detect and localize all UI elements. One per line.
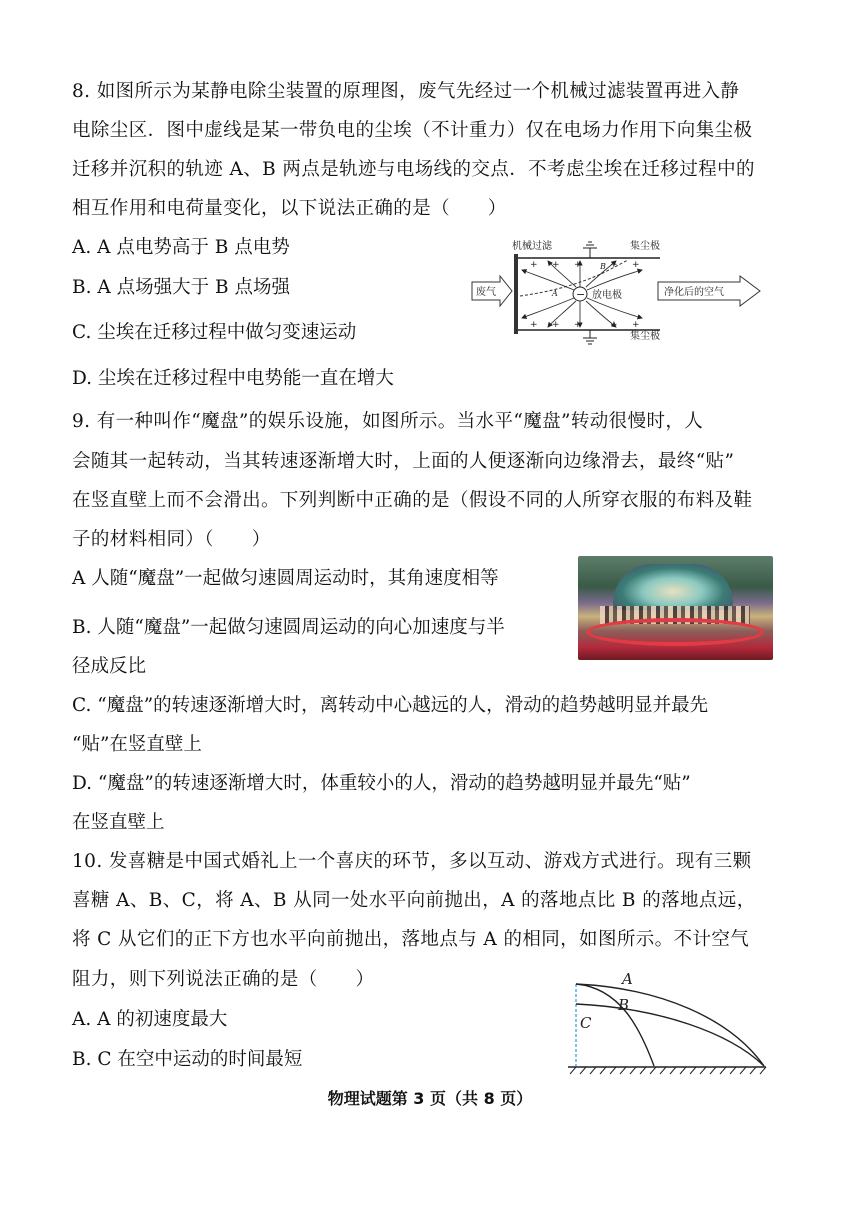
q8-line-4: 相互作用和电荷量变化，以下说法正确的是（ ） [72,198,507,219]
filter-plate [514,254,518,334]
filter-label: 机械过滤 [512,241,552,252]
ground-bottom-icon [583,330,597,344]
svg-text:+: + [574,320,582,330]
q10-line-4: 阻力，则下列说法正确的是（ ） [72,969,375,990]
q8-option-c: C. 尘埃在迁移过程中做匀变速运动 [72,322,357,343]
collector-top-label: 集尘极 [630,241,660,252]
minus-sign: − [576,288,586,301]
svg-text:+: + [552,320,560,330]
svg-text:+: + [610,320,618,330]
precipitator-diagram [470,236,770,346]
photo-rail [586,618,764,646]
ground-hatch [570,1067,766,1074]
q8-line-1: 8. 如图所示为某静电除尘装置的原理图，废气先经过一个机械过滤装置再进入静 [72,81,740,102]
outlet-label: 净化后的空气 [664,287,724,298]
q9-line-3: 在竖直壁上而不会滑出。下列判断中正确的是（假设不同的人所穿衣服的布料及鞋 [72,490,753,511]
q10-option-b: B. C 在空中运动的时间最短 [72,1049,303,1070]
svg-text:+: + [552,260,560,270]
q10-line-1: 10. 发喜糖是中国式婚礼上一个喜庆的环节，多以互动、游戏方式进行。现有三颗 [72,851,752,872]
q9-option-c: C. “魔盘”的转速逐渐增大时，离转动中心越远的人，滑动的趋势越明显并最先 [72,695,709,716]
q8-line-2: 电除尘区．图中虚线是某一带负电的尘埃（不计重力）仅在电场力作用下向集尘极 [72,120,753,141]
q9-option-c-cont: “贴”在竖直壁上 [72,734,202,755]
collector-bottom-label: 集尘极 [630,331,660,342]
q10-option-a: A. A 的初速度最大 [72,1009,228,1030]
q9-option-d-cont: 在竖直壁上 [72,812,165,833]
label-c: C [580,1014,592,1032]
q9-line-4: 子的材料相同）（ ） [72,529,271,550]
q9-line-1: 9. 有一种叫作“魔盘”的娱乐设施，如图所示。当水平“魔盘”转动很慢时，人 [72,411,704,432]
point-b-label: B [600,262,606,271]
q9-option-a: A 人随“魔盘”一起做匀速圆周运动时，其角速度相等 [72,568,499,589]
svg-text:+: + [530,260,538,270]
svg-text:+: + [610,260,618,270]
discharge-label: 放电极 [592,290,622,301]
inlet-label: 废气 [476,287,496,298]
ground-top-icon [583,242,597,258]
svg-text:+: + [574,260,582,270]
trajectory-a [576,984,764,1066]
q8-option-d: D. 尘埃在迁移过程中电势能一直在增大 [72,368,394,389]
svg-text:+: + [632,320,640,330]
projectile-diagram [560,968,772,1080]
q9-option-b-cont: 径成反比 [72,656,147,677]
q9-option-b: B. 人随“魔盘”一起做匀速圆周运动的向心加速度与半 [72,617,505,638]
magic-disc-photo [578,556,773,660]
q9-line-2: 会随其一起转动，当其转速逐渐增大时，上面的人便逐渐向边缘滑去，最终“贴” [72,451,735,472]
q8-line-3: 迁移并沉积的轨迹 A、B 两点是轨迹与电场线的交点．不考虑尘埃在迁移过程中的 [72,159,755,180]
q9-option-d: D. “魔盘”的转速逐渐增大时，体重较小的人，滑动的趋势越明显并最先“贴” [72,773,691,794]
point-a-label: A [552,289,558,298]
trajectory-c [576,1004,764,1066]
label-a: A [622,970,633,988]
q10-line-2: 喜糖 A、B、C，将 A、B 从同一处水平向前抛出，A 的落地点比 B 的落地点远， [72,890,756,911]
svg-text:+: + [632,260,640,270]
q10-line-3: 将 C 从它们的正下方也水平向前抛出，落地点与 A 的相同，如图所示。不计空气 [72,929,750,950]
q8-option-a: A. A 点电势高于 B 点电势 [72,237,290,258]
svg-text:+: + [530,320,538,330]
q8-option-b: B. A 点场强大于 B 点场强 [72,277,290,298]
page-footer: 物理试题第 3 页（共 8 页） [327,1089,533,1108]
label-b: B [618,996,630,1014]
photo-dome [613,564,733,610]
